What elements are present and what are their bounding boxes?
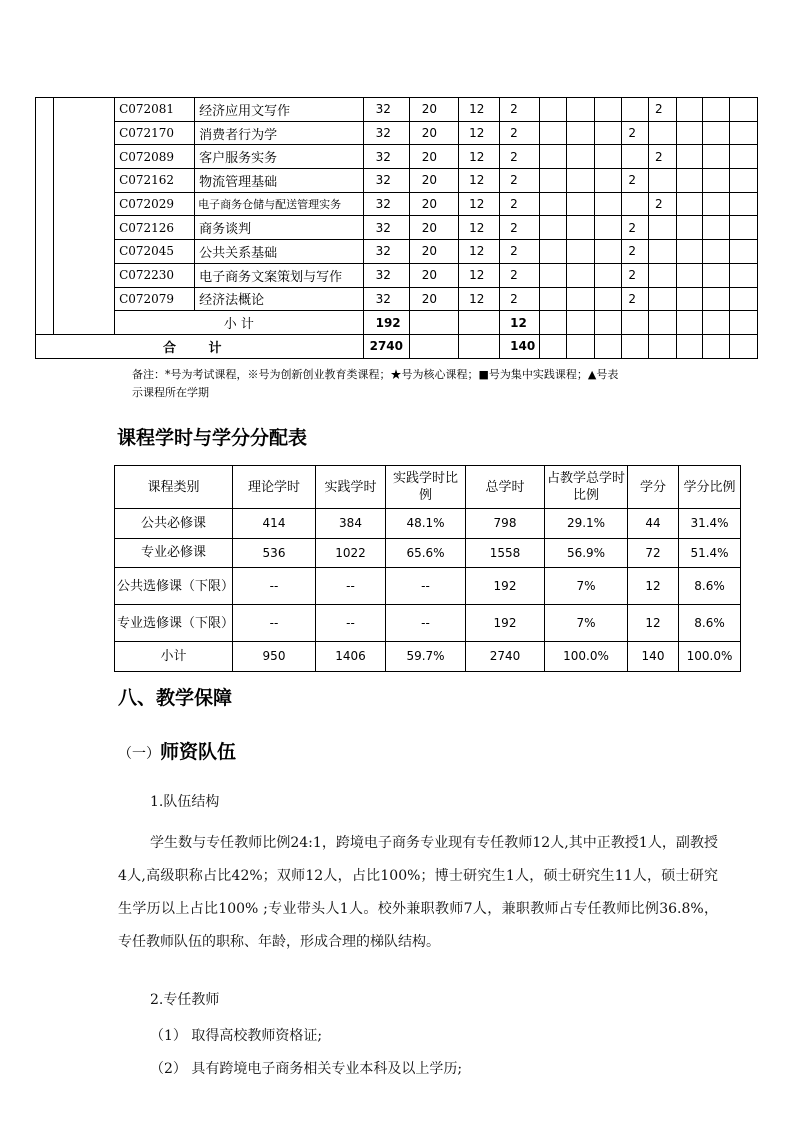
allocation-row bbox=[115, 568, 741, 605]
semester-cell bbox=[622, 145, 649, 169]
allocation-value: 192 bbox=[466, 568, 545, 605]
semester-cell bbox=[622, 192, 649, 216]
allocation-header-cell: 学分比例 bbox=[679, 466, 741, 509]
allocation-value: 950 bbox=[233, 642, 316, 672]
allocation-value: 31.4% bbox=[679, 509, 741, 539]
semester-cell bbox=[540, 98, 567, 122]
course-theory-hours: 20 bbox=[409, 169, 458, 193]
allocation-value: 56.9% bbox=[545, 538, 628, 568]
semester-cell bbox=[540, 311, 567, 335]
course-credit: 2 bbox=[500, 169, 540, 193]
course-theory-hours: 20 bbox=[409, 121, 458, 145]
course-code: C072045 bbox=[115, 240, 195, 264]
course-credit: 2 bbox=[500, 216, 540, 240]
section-title: 师资队伍 bbox=[160, 741, 237, 763]
allocation-header-cell: 实践学时比例 bbox=[386, 466, 466, 509]
semester-cell bbox=[703, 216, 730, 240]
section-guarantee-heading: 八、教学保障 bbox=[118, 687, 233, 709]
allocation-value: 798 bbox=[466, 509, 545, 539]
course-name: 商务谈判 bbox=[195, 216, 363, 240]
allocation-category: 专业必修课 bbox=[115, 538, 233, 568]
allocation-value: 100.0% bbox=[545, 642, 628, 672]
course-code: C072170 bbox=[115, 121, 195, 145]
semester-cell bbox=[730, 240, 758, 264]
allocation-value: 192 bbox=[466, 605, 545, 642]
allocation-category: 公共选修课（下限） bbox=[115, 568, 233, 605]
semester-cell bbox=[703, 169, 730, 193]
allocation-title: 课程学时与学分分配表 bbox=[117, 427, 308, 449]
semester-cell bbox=[703, 121, 730, 145]
course-total-hours: 32 bbox=[363, 169, 409, 193]
course-theory-hours: 20 bbox=[409, 216, 458, 240]
allocation-value: 414 bbox=[233, 509, 316, 539]
course-row bbox=[36, 216, 758, 240]
semester-cell bbox=[676, 98, 703, 122]
semester-cell bbox=[566, 240, 594, 264]
course-code: C072089 bbox=[115, 145, 195, 169]
course-row bbox=[36, 145, 758, 169]
requirement-item-1: （1） 取得高校教师资格证; bbox=[150, 1028, 323, 1044]
allocation-value: 7% bbox=[545, 568, 628, 605]
course-theory-hours: 20 bbox=[409, 145, 458, 169]
allocation-row bbox=[115, 605, 741, 642]
semester-cell: 2 bbox=[622, 240, 649, 264]
course-credit: 2 bbox=[500, 263, 540, 287]
allocation-header-cell: 学分 bbox=[628, 466, 679, 509]
course-theory-hours: 20 bbox=[409, 240, 458, 264]
semester-cell bbox=[594, 145, 622, 169]
semester-cell bbox=[676, 192, 703, 216]
section-number: （一） bbox=[118, 746, 160, 762]
subtotal-hours: 192 bbox=[363, 311, 409, 335]
semester-cell bbox=[594, 192, 622, 216]
course-theory-hours: 20 bbox=[409, 287, 458, 311]
semester-cell bbox=[594, 169, 622, 193]
semester-cell bbox=[540, 263, 567, 287]
allocation-table bbox=[114, 465, 741, 672]
course-total-hours: 32 bbox=[363, 216, 409, 240]
course-total-hours: 32 bbox=[363, 240, 409, 264]
semester-cell bbox=[730, 98, 758, 122]
note-line-1: 备注：*号为考试课程，※号为创新创业教育类课程；★号为核心课程；■号为集中实践课程；▲号表 bbox=[132, 368, 619, 381]
course-practice-hours: 12 bbox=[459, 192, 500, 216]
allocation-value: 1558 bbox=[466, 538, 545, 568]
sub-heading-fulltime: 2.专任教师 bbox=[150, 992, 220, 1008]
semester-cell bbox=[649, 334, 677, 358]
course-row bbox=[36, 287, 758, 311]
course-credit: 2 bbox=[500, 240, 540, 264]
grand-total-credit: 140 bbox=[500, 334, 540, 358]
allocation-value: 72 bbox=[628, 538, 679, 568]
semester-cell bbox=[703, 240, 730, 264]
semester-cell: 2 bbox=[649, 98, 677, 122]
semester-cell bbox=[540, 240, 567, 264]
allocation-header-cell: 课程类别 bbox=[115, 466, 233, 509]
semester-cell bbox=[649, 121, 677, 145]
course-code: C072029 bbox=[115, 192, 195, 216]
course-practice-hours: 12 bbox=[459, 287, 500, 311]
course-name: 经济应用文写作 bbox=[195, 98, 363, 122]
semester-cell bbox=[540, 145, 567, 169]
semester-cell bbox=[649, 169, 677, 193]
allocation-header-cell: 实践学时 bbox=[316, 466, 386, 509]
requirement-item-2: （2） 具有跨境电子商务相关专业本科及以上学历; bbox=[150, 1061, 463, 1077]
allocation-value: 7% bbox=[545, 605, 628, 642]
semester-cell: 2 bbox=[622, 169, 649, 193]
allocation-value: 1406 bbox=[316, 642, 386, 672]
course-credit: 2 bbox=[500, 98, 540, 122]
course-practice-hours: 12 bbox=[459, 169, 500, 193]
allocation-value: 12 bbox=[628, 605, 679, 642]
semester-cell bbox=[676, 169, 703, 193]
semester-cell bbox=[676, 145, 703, 169]
semester-cell bbox=[676, 311, 703, 335]
course-total-hours: 32 bbox=[363, 287, 409, 311]
semester-cell bbox=[730, 311, 758, 335]
semester-cell bbox=[594, 263, 622, 287]
course-row bbox=[36, 169, 758, 193]
category-cell-outer bbox=[36, 98, 54, 335]
semester-cell bbox=[649, 240, 677, 264]
grand-total-hours: 2740 bbox=[363, 334, 409, 358]
subtotal-credit: 12 bbox=[500, 311, 540, 335]
course-name: 电子商务文案策划与写作 bbox=[195, 263, 363, 287]
allocation-value: 100.0% bbox=[679, 642, 741, 672]
semester-cell bbox=[566, 334, 594, 358]
course-practice-hours: 12 bbox=[459, 216, 500, 240]
course-row bbox=[36, 263, 758, 287]
allocation-value: -- bbox=[316, 605, 386, 642]
allocation-value: -- bbox=[233, 568, 316, 605]
semester-cell bbox=[566, 287, 594, 311]
section-teachers-heading bbox=[118, 737, 236, 764]
structure-paragraph: 学生数与专任教师比例24:1，跨境电子商务专业现有专任教师12人,其中正教授1人，副教授4人,高级职称占比42%；双师12人，占比100%；博士研究生1人，硕士研究生11人，硕士研究生学历以上占比100% ;专业带头人1人。校外兼职教师7人，兼职教师占专任教师比例36.8%，专任教师队伍的职称、年龄，形成合理的梯队结构。 bbox=[118, 835, 718, 950]
course-name: 经济法概论 bbox=[195, 287, 363, 311]
semester-cell bbox=[730, 287, 758, 311]
empty-cell bbox=[459, 334, 500, 358]
semester-cell: 2 bbox=[622, 287, 649, 311]
semester-cell bbox=[594, 311, 622, 335]
allocation-value: 536 bbox=[233, 538, 316, 568]
semester-cell bbox=[566, 263, 594, 287]
allocation-value: 59.7% bbox=[386, 642, 466, 672]
semester-cell bbox=[649, 216, 677, 240]
allocation-row bbox=[115, 538, 741, 568]
allocation-value: 8.6% bbox=[679, 568, 741, 605]
course-practice-hours: 12 bbox=[459, 240, 500, 264]
course-total-hours: 32 bbox=[363, 145, 409, 169]
semester-cell bbox=[730, 216, 758, 240]
semester-cell bbox=[730, 263, 758, 287]
semester-cell bbox=[566, 145, 594, 169]
semester-cell bbox=[622, 98, 649, 122]
allocation-value: 384 bbox=[316, 509, 386, 539]
semester-cell bbox=[566, 311, 594, 335]
allocation-value: 1022 bbox=[316, 538, 386, 568]
allocation-value: 140 bbox=[628, 642, 679, 672]
semester-cell bbox=[730, 169, 758, 193]
semester-cell: 2 bbox=[649, 145, 677, 169]
semester-cell bbox=[649, 287, 677, 311]
allocation-header-cell: 总学时 bbox=[466, 466, 545, 509]
sub-heading-structure: 1.队伍结构 bbox=[150, 794, 220, 810]
semester-cell bbox=[703, 287, 730, 311]
semester-cell bbox=[540, 334, 567, 358]
course-row bbox=[36, 240, 758, 264]
allocation-value: -- bbox=[233, 605, 316, 642]
semester-cell bbox=[676, 121, 703, 145]
course-row bbox=[36, 121, 758, 145]
semester-cell bbox=[540, 192, 567, 216]
semester-cell bbox=[703, 98, 730, 122]
semester-cell bbox=[594, 121, 622, 145]
semester-cell bbox=[703, 145, 730, 169]
semester-cell bbox=[730, 192, 758, 216]
allocation-value: 8.6% bbox=[679, 605, 741, 642]
course-row bbox=[36, 98, 758, 122]
semester-cell bbox=[649, 311, 677, 335]
semester-cell bbox=[703, 192, 730, 216]
course-code: C072126 bbox=[115, 216, 195, 240]
allocation-row bbox=[115, 642, 741, 672]
allocation-category: 小计 bbox=[115, 642, 233, 672]
semester-cell: 2 bbox=[622, 121, 649, 145]
empty-cell bbox=[409, 334, 458, 358]
allocation-header-row bbox=[115, 466, 741, 509]
course-name: 电子商务仓储与配送管理实务 bbox=[195, 192, 363, 216]
course-total-hours: 32 bbox=[363, 98, 409, 122]
allocation-value: 51.4% bbox=[679, 538, 741, 568]
semester-cell bbox=[566, 216, 594, 240]
subtotal-label: 小 计 bbox=[115, 311, 364, 335]
semester-cell bbox=[676, 334, 703, 358]
allocation-value: -- bbox=[386, 568, 466, 605]
semester-cell bbox=[540, 169, 567, 193]
course-code: C072162 bbox=[115, 169, 195, 193]
course-name: 消费者行为学 bbox=[195, 121, 363, 145]
course-theory-hours: 20 bbox=[409, 192, 458, 216]
semester-cell bbox=[730, 334, 758, 358]
semester-cell bbox=[622, 334, 649, 358]
semester-cell bbox=[676, 240, 703, 264]
semester-cell bbox=[703, 311, 730, 335]
semester-cell bbox=[566, 169, 594, 193]
course-practice-hours: 12 bbox=[459, 121, 500, 145]
course-total-hours: 32 bbox=[363, 192, 409, 216]
course-code: C072230 bbox=[115, 263, 195, 287]
allocation-header-cell: 占教学总学时比例 bbox=[545, 466, 628, 509]
category-cell-inner bbox=[54, 98, 115, 335]
course-theory-hours: 20 bbox=[409, 98, 458, 122]
course-practice-hours: 12 bbox=[459, 263, 500, 287]
semester-cell bbox=[540, 121, 567, 145]
course-practice-hours: 12 bbox=[459, 98, 500, 122]
semester-cell bbox=[676, 263, 703, 287]
semester-cell bbox=[566, 98, 594, 122]
semester-cell bbox=[730, 121, 758, 145]
table-note bbox=[132, 366, 692, 402]
grand-total-row bbox=[36, 334, 758, 358]
semester-cell bbox=[703, 263, 730, 287]
semester-cell: 2 bbox=[622, 216, 649, 240]
course-practice-hours: 12 bbox=[459, 145, 500, 169]
subtotal-row bbox=[36, 311, 758, 335]
semester-cell bbox=[594, 98, 622, 122]
semester-cell bbox=[594, 287, 622, 311]
semester-cell bbox=[703, 334, 730, 358]
allocation-row bbox=[115, 509, 741, 539]
course-row bbox=[36, 192, 758, 216]
semester-cell bbox=[594, 216, 622, 240]
course-credit: 2 bbox=[500, 287, 540, 311]
course-credit: 2 bbox=[500, 121, 540, 145]
allocation-value: 2740 bbox=[466, 642, 545, 672]
semester-cell bbox=[676, 287, 703, 311]
semester-cell bbox=[649, 263, 677, 287]
semester-cell: 2 bbox=[649, 192, 677, 216]
grand-total-label: 合 计 bbox=[36, 334, 364, 358]
semester-cell bbox=[594, 334, 622, 358]
empty-cell bbox=[409, 311, 458, 335]
allocation-category: 公共必修课 bbox=[115, 509, 233, 539]
course-code: C072079 bbox=[115, 287, 195, 311]
course-table bbox=[35, 97, 758, 359]
course-credit: 2 bbox=[500, 192, 540, 216]
allocation-category: 专业选修课（下限） bbox=[115, 605, 233, 642]
course-credit: 2 bbox=[500, 145, 540, 169]
allocation-value: 29.1% bbox=[545, 509, 628, 539]
allocation-value: 12 bbox=[628, 568, 679, 605]
semester-cell bbox=[730, 145, 758, 169]
semester-cell: 2 bbox=[622, 263, 649, 287]
allocation-value: -- bbox=[316, 568, 386, 605]
allocation-header-cell: 理论学时 bbox=[233, 466, 316, 509]
course-theory-hours: 20 bbox=[409, 263, 458, 287]
semester-cell bbox=[540, 287, 567, 311]
empty-cell bbox=[459, 311, 500, 335]
semester-cell bbox=[594, 240, 622, 264]
allocation-value: -- bbox=[386, 605, 466, 642]
course-total-hours: 32 bbox=[363, 121, 409, 145]
semester-cell bbox=[622, 311, 649, 335]
allocation-value: 48.1% bbox=[386, 509, 466, 539]
course-total-hours: 32 bbox=[363, 263, 409, 287]
semester-cell bbox=[676, 216, 703, 240]
allocation-value: 65.6% bbox=[386, 538, 466, 568]
semester-cell bbox=[566, 192, 594, 216]
course-name: 客户服务实务 bbox=[195, 145, 363, 169]
course-name: 公共关系基础 bbox=[195, 240, 363, 264]
course-name: 物流管理基础 bbox=[195, 169, 363, 193]
semester-cell bbox=[540, 216, 567, 240]
semester-cell bbox=[566, 121, 594, 145]
allocation-value: 44 bbox=[628, 509, 679, 539]
course-code: C072081 bbox=[115, 98, 195, 122]
note-line-2: 示课程所在学期 bbox=[132, 386, 209, 399]
